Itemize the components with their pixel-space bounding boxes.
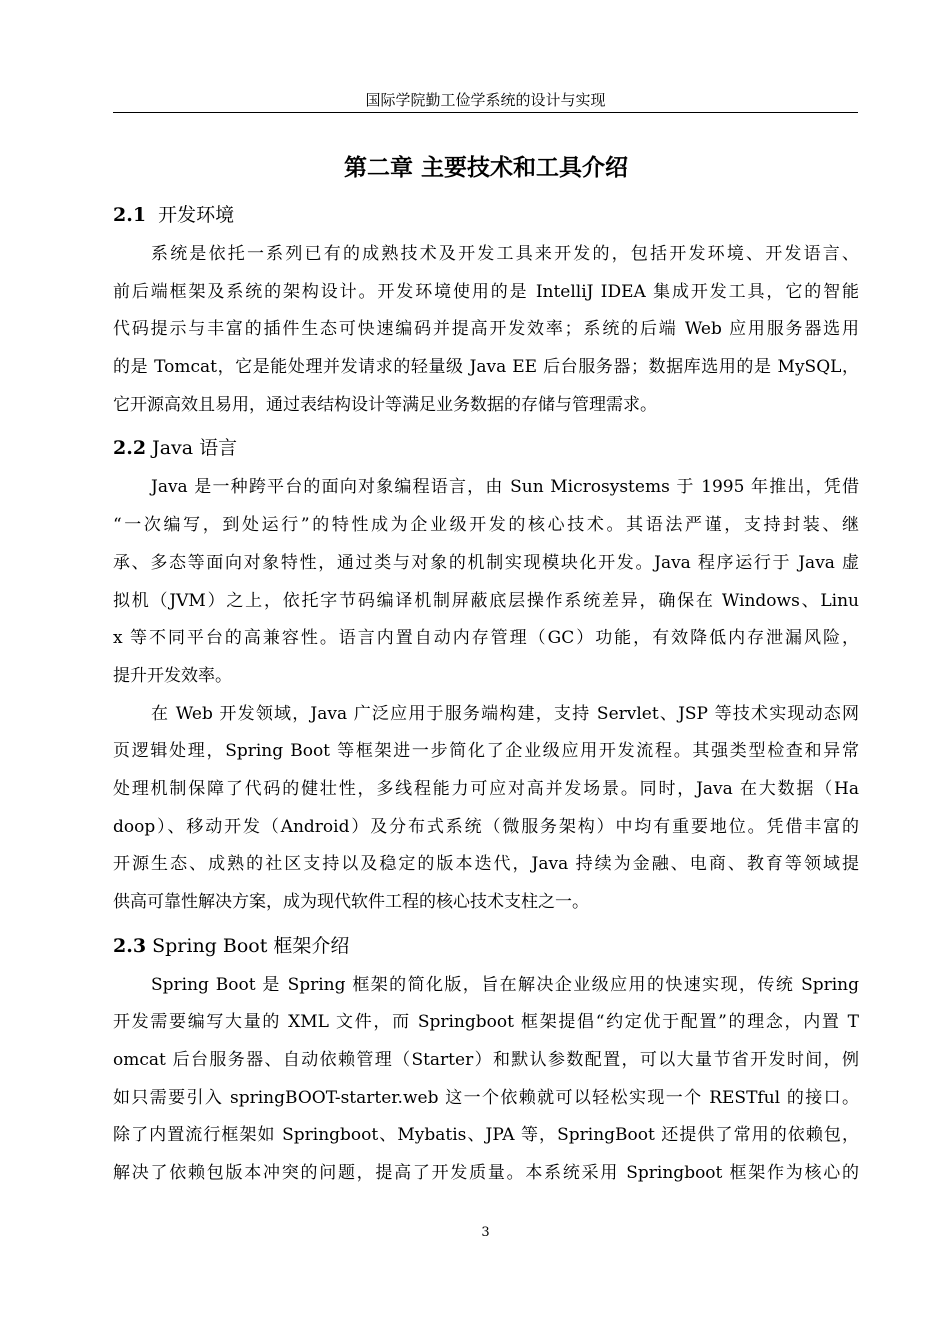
paragraph-line: 它开源高效且易用，通过表结构设计等满足业务数据的存储与管理需求。: [113, 394, 657, 415]
paragraph-line: “一次编写，到处运行”的特性成为企业级开发的核心技术。其语法严谨，支持封装、继: [113, 515, 859, 536]
paragraph-line: 如只需要引入 springBOOT-starter.web 这一个依赖就可以轻松实现一个 RESTful 的接口。: [113, 1087, 859, 1108]
paragraph: [113, 696, 859, 922]
section-number: 2.1: [113, 204, 147, 226]
paragraph-line: 开源生态、成熟的社区支持以及稳定的版本迭代，Java 持续为金融、电商、教育等领域提: [113, 854, 859, 875]
section-heading-2-3: [113, 933, 859, 959]
paragraph-line: Spring Boot 是 Spring 框架的简化版，旨在解决企业级应用的快速实现，传统 Spring: [151, 974, 859, 995]
paragraph-line: 处理机制保障了代码的健壮性，多线程能力可应对高并发场景。同时，Java 在大数据（Ha: [113, 778, 859, 799]
header-rule: [113, 112, 858, 113]
paragraph: [113, 469, 859, 695]
paragraph-line: doop）、移动开发（Android）及分布式系统（微服务架构）中均有重要地位。凭借丰富的: [113, 816, 859, 837]
section-heading-2-2: [113, 435, 859, 461]
page-number: 3: [481, 1225, 490, 1240]
paragraph-line: 解决了依赖包版本冲突的问题，提高了开发质量。本系统采用 Springboot 框架作为核心的: [113, 1163, 859, 1184]
section-heading-2-1: [113, 202, 859, 228]
paragraph-line: x 等不同平台的高兼容性。语言内置自动内存管理（GC）功能，有效降低内存泄漏风险，: [113, 628, 859, 649]
paragraph-line: 开发需要编写大量的 XML 文件，而 Springboot 框架提倡“约定优于配置”的理念，内置 T: [113, 1012, 859, 1033]
paragraph-line: 页逻辑处理，Spring Boot 等框架进一步简化了企业级应用开发流程。其强类型检查和异常: [113, 741, 859, 762]
paragraph-line: 承、多态等面向对象特性，通过类与对象的机制实现模块化开发。Java 程序运行于 Java 虚: [113, 552, 859, 573]
paragraph-line: 前后端框架及系统的架构设计。开发环境使用的是 IntelliJ IDEA 集成开发工具，它的智能: [113, 281, 859, 302]
paragraph-line: 拟机（JVM）之上，依托字节码编译机制屏蔽底层操作系统差异，确保在 Windows、Linu: [113, 590, 859, 611]
section-number: 2.3: [113, 934, 147, 957]
section-title: 开发环境: [158, 204, 235, 226]
paragraph-line: 除了内置流行框架如 Springboot、Mybatis、JPA 等，SpringBoot 还提供了常用的依赖包，: [113, 1125, 859, 1146]
paragraph-line: 代码提示与丰富的插件生态可快速编码并提高开发效率；系统的后端 Web 应用服务器选用: [113, 319, 859, 340]
chapter-title: 第二章 主要技术和工具介绍: [343, 154, 628, 181]
paragraph-line: 提升开发效率。: [113, 665, 232, 686]
paragraph: [113, 236, 859, 424]
paragraph-line: omcat 后台服务器、自动依赖管理（Starter）和默认参数配置，可以大量节省开发时间，例: [113, 1050, 859, 1071]
paragraph-line: 的是 Tomcat，它是能处理并发请求的轻量级 Java EE 后台服务器；数据库选用的是 MySQL，: [113, 357, 859, 378]
section-title: Java 语言: [152, 437, 238, 460]
paragraph-line: 在 Web 开发领域，Java 广泛应用于服务端构建，支持 Servlet、JSP 等技术实现动态网: [151, 703, 859, 724]
paragraph-line: 供高可靠性解决方案，成为现代软件工程的核心技术支柱之一。: [113, 892, 589, 912]
running-header: 国际学院勤工俭学系统的设计与实现: [365, 91, 606, 109]
paragraph: [113, 967, 859, 1193]
section-number: 2.2: [113, 437, 147, 460]
section-title: Spring Boot 框架介绍: [152, 934, 350, 957]
paragraph-line: Java 是一种跨平台的面向对象编程语言，由 Sun Microsystems 于 1995 年推出，凭借: [151, 477, 859, 498]
paragraph-line: 系统是依托一系列已有的成熟技术及开发工具来开发的，包括开发环境、开发语言、: [151, 244, 859, 264]
page-body: [113, 148, 859, 1193]
